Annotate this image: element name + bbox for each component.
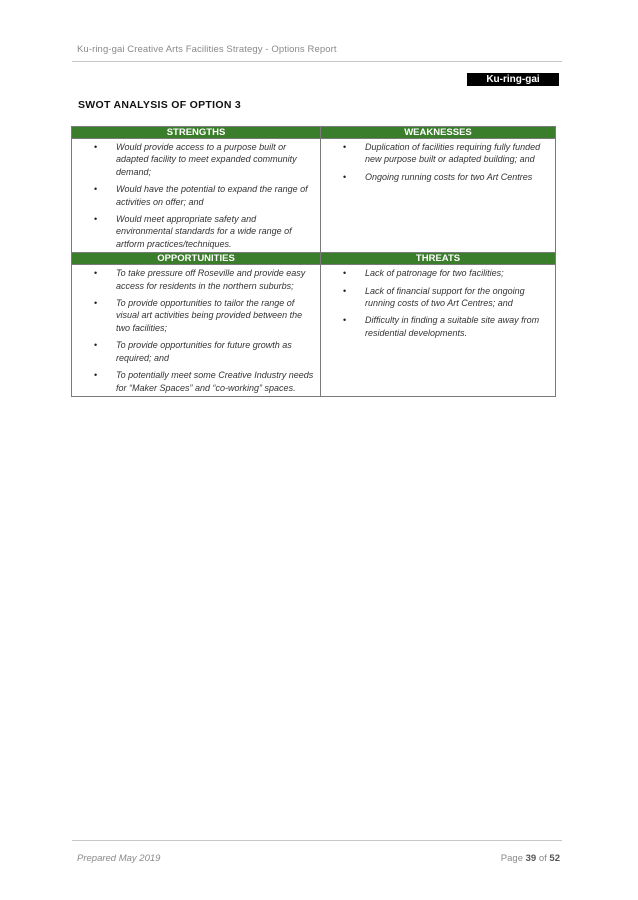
opportunities-list bbox=[72, 265, 320, 396]
footer-prepared-date: Prepared May 2019 bbox=[77, 853, 161, 864]
council-logo: Ku-ring-gai Council bbox=[467, 73, 559, 86]
footer-divider bbox=[72, 840, 562, 841]
bullet-icon: • bbox=[94, 142, 98, 152]
swot-header-row-top bbox=[72, 127, 556, 139]
list-item: • To take pressure off Roseville and provide easy access for residents in the northern suburbs; bbox=[94, 268, 306, 291]
threats-heading: THREATS bbox=[321, 253, 556, 265]
swot-header-row-bottom bbox=[72, 253, 556, 265]
list-item: • To potentially meet some Creative Industry needs for “Maker Spaces” and “co-working” spaces. bbox=[94, 370, 314, 393]
list-item: • Would meet appropriate safety and environmental standards for a wide range of artform practices/techniques. bbox=[94, 214, 292, 249]
current-page: 39 bbox=[525, 853, 537, 864]
weaknesses-cell bbox=[321, 139, 556, 253]
bullet-icon: • bbox=[94, 184, 98, 195]
bullet-icon: • bbox=[343, 171, 347, 182]
list-item: • Would have the potential to expand the range of activities on offer; and bbox=[94, 184, 308, 207]
swot-content-row-bottom bbox=[72, 265, 556, 397]
bullet-icon: • bbox=[94, 268, 98, 279]
list-item: • To provide opportunities to tailor the range of visual art activities being provided between the two facilities; bbox=[94, 298, 303, 333]
opportunities-heading: OPPORTUNITIES bbox=[72, 253, 321, 265]
total-pages: 52 bbox=[549, 853, 560, 864]
list-item: • Would provide access to a purpose built or adapted facility to meet expanded community demand; bbox=[94, 142, 297, 177]
list-item: • Lack of financial support for the ongoing running costs of two Art Centres; and bbox=[343, 285, 525, 309]
strengths-heading: STRENGTHS bbox=[72, 127, 321, 139]
strengths-cell bbox=[72, 139, 321, 253]
bullet-icon: • bbox=[343, 315, 347, 326]
weaknesses-heading: WEAKNESSES bbox=[321, 127, 556, 139]
list-item: • Duplication of facilities requiring fully funded new purpose built or adapted building; and bbox=[343, 142, 541, 165]
bullet-icon: • bbox=[94, 214, 98, 225]
bullet-icon: • bbox=[343, 285, 347, 296]
list-item: • Ongoing running costs for two Art Centres bbox=[343, 171, 533, 182]
strengths-list bbox=[72, 139, 320, 252]
swot-table bbox=[71, 126, 556, 397]
bullet-icon: • bbox=[94, 340, 98, 351]
section-title: SWOT ANALYSIS OF OPTION 3 bbox=[78, 99, 242, 111]
bullet-icon: • bbox=[343, 142, 347, 152]
header-divider bbox=[72, 61, 562, 62]
list-item: • To provide opportunities for future growth as required; and bbox=[94, 340, 292, 363]
opportunities-cell bbox=[72, 265, 321, 397]
threats-cell bbox=[321, 265, 556, 397]
bullet-icon: • bbox=[94, 370, 98, 381]
threats-list bbox=[321, 265, 555, 341]
footer-page-number: Page 39 of 52 bbox=[500, 853, 560, 864]
swot-content-row-top bbox=[72, 139, 556, 253]
list-item: • Lack of patronage for two facilities; bbox=[343, 268, 504, 279]
running-header: Ku-ring-gai Creative Arts Facilities Strategy - Options Report bbox=[77, 44, 337, 55]
list-item: • Difficulty in finding a suitable site away from residential developments. bbox=[343, 315, 540, 338]
bullet-icon: • bbox=[343, 268, 347, 279]
bullet-icon: • bbox=[94, 298, 98, 309]
weaknesses-list bbox=[321, 139, 555, 185]
